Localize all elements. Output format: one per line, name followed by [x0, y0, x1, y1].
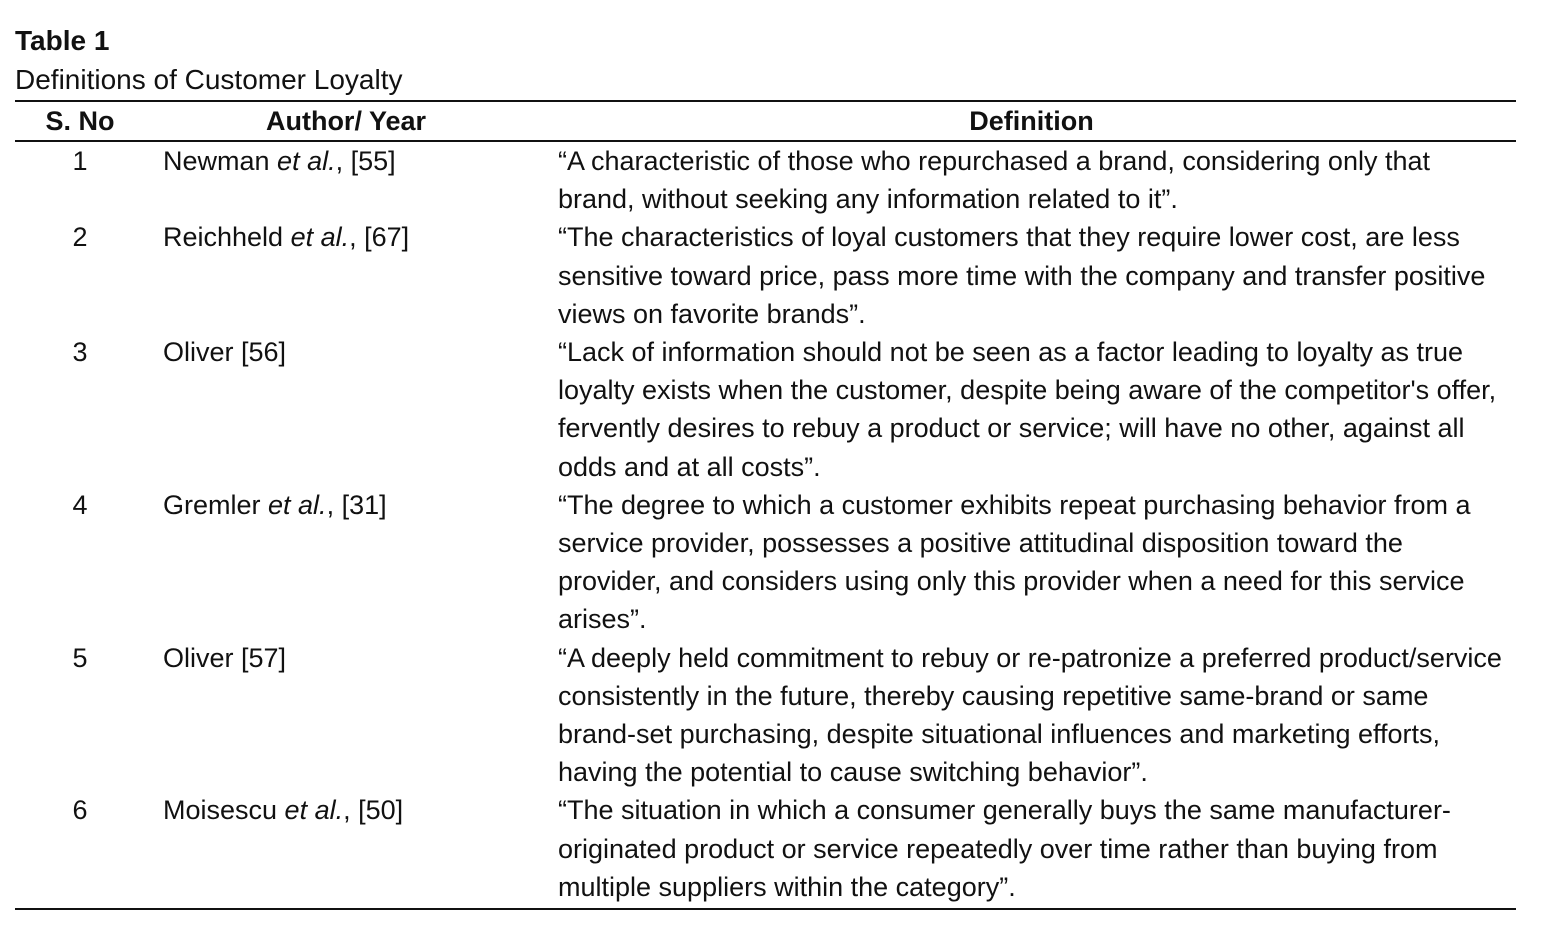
definitions-table — [15, 100, 1516, 910]
cell-sno: 3 — [72, 337, 88, 368]
cell-sno: 2 — [72, 222, 88, 253]
table-row — [15, 141, 1516, 218]
cell-sno: 5 — [72, 642, 88, 673]
header-row — [15, 101, 1516, 141]
cell-definition: “Lack of information should not be seen as a factor leading to loyalty as true loyalty exists when the customer, despite being aware of the competitor's offer, fervently desires to rebuy a product or service; will have no other, against all odds and at all costs”. — [558, 337, 1497, 482]
author-name: Newman — [163, 146, 278, 176]
author-et-al: et al. — [268, 489, 327, 520]
author-et-al: et al. — [290, 222, 350, 253]
author-name: Reichheld — [163, 222, 291, 253]
author-reference: , [55] — [335, 146, 396, 176]
table-row — [15, 218, 1516, 333]
cell-sno: 6 — [15, 791, 145, 909]
cell-definition: “The degree to which a customer exhibits repeat purchasing behavior from a service provider, possesses a positive attitudinal disposition toward the provider, and considers using only this provider when a need for this service arises”. — [558, 489, 1471, 635]
column-header-sno: S. No — [15, 101, 145, 141]
table-header — [15, 101, 1516, 141]
cell-definition: “The characteristics of loyal customers that they require lower cost, are less sensitive toward price, pass more time with the company and transfer positive views on favorite brands”. — [558, 222, 1486, 329]
cell-sno: 4 — [72, 489, 88, 520]
table-row — [15, 639, 1516, 792]
document — [15, 22, 1516, 910]
author-name: Oliver [57] — [163, 642, 287, 673]
cell-author — [145, 218, 547, 333]
author-et-al: et al. — [284, 795, 344, 826]
cell-author — [145, 486, 547, 639]
cell-author — [145, 639, 547, 792]
table-row — [15, 791, 1516, 909]
author-name: Oliver [56] — [163, 337, 287, 368]
author-name: Gremler — [163, 489, 269, 520]
cell-author — [145, 791, 547, 909]
author-reference: , [67] — [349, 222, 410, 253]
cell-definition: “A deeply held commitment to rebuy or re-patronize a preferred product/service consistently in the future, thereby causing repetitive same-brand or same brand-set purchasing, despite situational influences and marketing efforts, having the potential to cause switching behavior”. — [558, 642, 1502, 788]
table-row — [15, 486, 1516, 639]
cell-sno: 1 — [72, 146, 88, 176]
author-et-al: et al. — [277, 146, 336, 176]
cell-definition: “A characteristic of those who repurchased a brand, considering only that brand, without seeking any information related to it”. — [558, 146, 1430, 215]
cell-definition: “The situation in which a consumer generally buys the same manufacturer-originated product or service repeatedly over time rather than buying from multiple suppliers within the category”. — [547, 791, 1516, 909]
table-body — [15, 141, 1516, 909]
column-header-definition: Definition — [547, 101, 1516, 141]
cell-author — [145, 141, 547, 218]
author-reference: , [50] — [343, 795, 404, 826]
author-reference: , [31] — [326, 489, 387, 520]
column-header-author: Author/ Year — [145, 101, 547, 141]
table-caption: Definitions of Customer Loyalty — [15, 64, 403, 95]
table-row — [15, 333, 1516, 486]
cell-author — [145, 333, 547, 486]
table-label: Table 1 — [15, 25, 110, 56]
author-name: Moisescu — [163, 795, 285, 826]
